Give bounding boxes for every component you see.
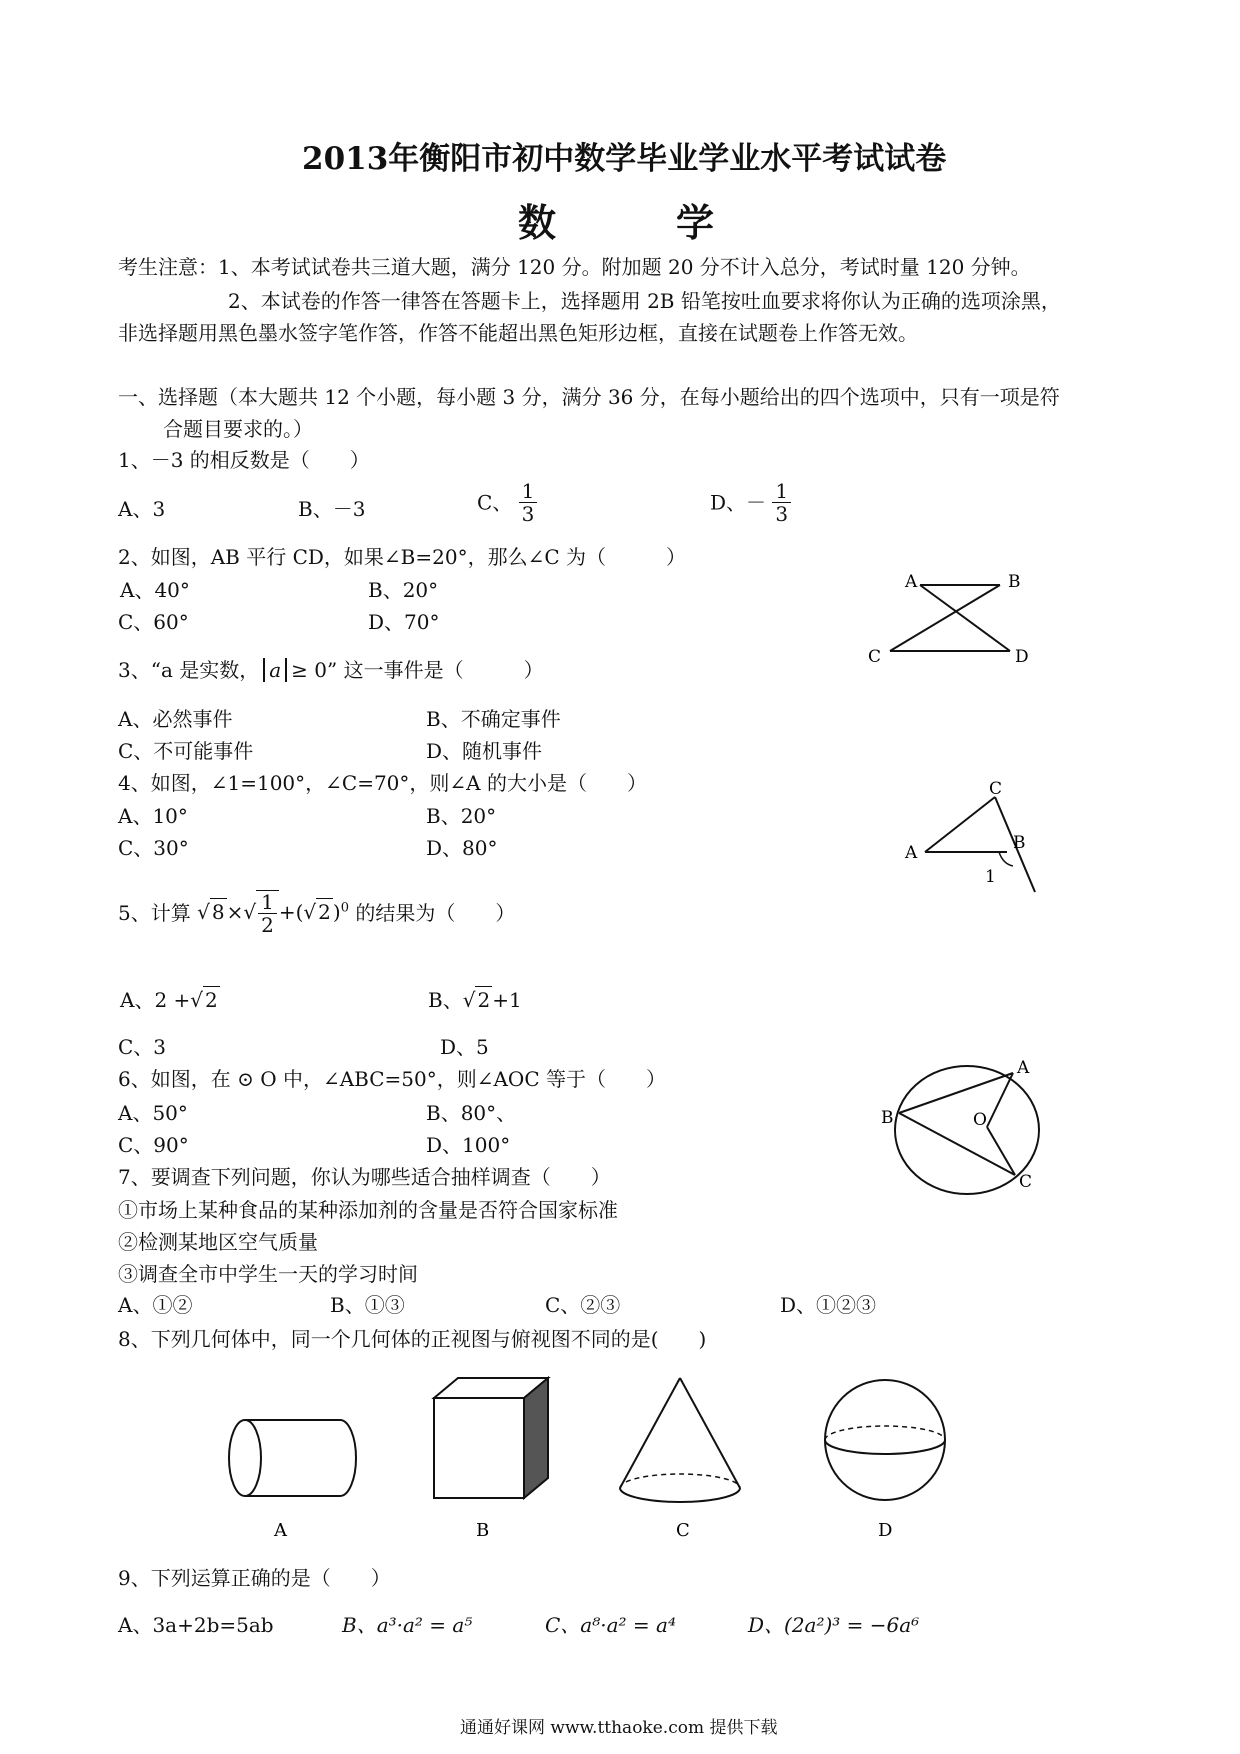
q8-label-b: B [476, 1520, 490, 1541]
q4-option-b: B、20° [426, 804, 497, 828]
q6-option-b: B、80°、 [426, 1101, 517, 1125]
fraction-denominator: 2 [258, 913, 277, 936]
q2-fig-label-c: C [868, 647, 882, 667]
q2-option-b: B、20° [368, 578, 439, 602]
q7-option-d: D、①②③ [780, 1293, 877, 1317]
q2-figure [860, 565, 1040, 670]
q2-fig-label-b: B [1008, 572, 1021, 592]
q4-fig-label-1: 1 [985, 867, 996, 887]
q6-fig-label-a: A [1017, 1058, 1030, 1078]
q4-figure [895, 780, 1045, 900]
sphere-shape [825, 1380, 945, 1500]
q5-option-a-radicand: 2 [205, 988, 218, 1012]
q9-option-c: C、a⁸·a² = a⁴ [545, 1613, 676, 1637]
q2-fig-label-d: D [1015, 647, 1029, 667]
q4-stem: 4、如图，∠1=100°，∠C=70°，则∠A 的大小是（ ） [118, 771, 647, 795]
q2-option-d: D、70° [368, 610, 440, 634]
subject-title: 数学 [518, 200, 835, 245]
cylinder-shape [229, 1420, 356, 1496]
q5-radicand-2: 2 [318, 900, 331, 924]
fraction-numerator: 1 [775, 479, 789, 503]
q6-option-a: A、50° [118, 1101, 188, 1125]
q5-radicand-8: 8 [211, 900, 225, 924]
q1-option-b: B、－3 [298, 497, 366, 521]
q8-stem: 8、下列几何体中，同一个几何体的正视图与俯视图不同的是( ) [118, 1327, 707, 1351]
q7-option-c: C、②③ [545, 1293, 621, 1317]
q3-stem [118, 657, 544, 683]
q6-option-d: D、100° [426, 1133, 511, 1157]
q8-label-d: D [878, 1520, 893, 1541]
q6-figure [875, 1055, 1045, 1200]
q9-option-d: D、(2a²)³ = −6a⁶ [748, 1613, 920, 1637]
q1-option-d-label: D、－ [710, 490, 767, 515]
q9-option-b: B、a³·a² = a⁵ [342, 1613, 473, 1637]
fraction-denominator: 3 [519, 502, 538, 525]
q1-fraction-d [772, 480, 791, 525]
q5-close: ) [332, 900, 341, 924]
q7-item-2: ②检测某地区空气质量 [118, 1230, 318, 1254]
fraction-numerator: 1 [261, 890, 274, 914]
q1-fraction-c [519, 480, 538, 525]
q7-item-1: ①市场上某种食品的某种添加剂的含量是否符合国家标准 [118, 1198, 618, 1222]
q3-option-c: C、不可能事件 [118, 739, 254, 763]
q3-option-b: B、不确定事件 [426, 707, 561, 731]
note-line-1: 考生注意：1、本考试试卷共三道大题，满分 120 分。附加题 20 分不计入总分，考试时量 120 分钟。 [118, 255, 1031, 279]
q7-item-3: ③调查全市中学生一天的学习时间 [118, 1262, 418, 1286]
q5-option-b-radicand: 2 [477, 988, 491, 1012]
note-line-2: 2、本试卷的作答一律答在答题卡上，选择题用 2B 铅笔按吐血要求将你认为正确的选项涂黑， [228, 289, 1061, 313]
q3-stem-post: ≥ 0” 这一事件是（ ） [291, 658, 544, 682]
q5-option-b: B、√ 2 +1 [428, 988, 522, 1012]
q2-option-c: C、60° [118, 610, 189, 634]
q3-abs-value [263, 658, 287, 682]
q6-fig-label-b: B [881, 1108, 894, 1128]
q5-option-b-label: B、 [428, 988, 463, 1012]
q4-fig-label-c: C [989, 780, 1003, 799]
fraction-denominator: 3 [772, 502, 791, 525]
q4-option-d: D、80° [426, 836, 498, 860]
q7-option-a: A、①② [118, 1293, 193, 1317]
q5-option-a: A、2 +√ 2 [120, 988, 218, 1012]
q7-option-b: B、①③ [330, 1293, 405, 1317]
q2-stem: 2、如图，AB 平行 CD，如果∠B=20°，那么∠C 为（ ） [118, 545, 686, 569]
q5-option-a-label: A、2 + [120, 988, 191, 1012]
q7-stem: 7、要调查下列问题，你认为哪些适合抽样调查（ ） [118, 1165, 611, 1189]
q5-radicand-half [256, 890, 279, 936]
fraction-numerator: 1 [521, 479, 535, 503]
q8-figures [200, 1370, 1060, 1550]
q1-option-d [710, 480, 791, 525]
footer-source: 通通好课网 www.tthaoke.com 提供下载 [460, 1718, 778, 1738]
q5-times: × [226, 900, 244, 924]
q5-option-b-post: +1 [492, 988, 522, 1012]
cube-shape [434, 1378, 548, 1498]
q4-fig-label-b: B [1013, 833, 1026, 853]
q3-option-d: D、随机事件 [426, 739, 543, 763]
q5-expression: √ 8 ×√ $\frac{1}{2}$ +(√ 2 )$^0$ [197, 890, 349, 937]
q9-stem: 9、下列运算正确的是（ ） [118, 1566, 391, 1590]
section-heading: 一、选择题（本大题共 12 个小题，每小题 3 分，满分 36 分，在每小题给出的四个选项中，只有一项是符 [118, 385, 1060, 409]
q6-fig-label-o: O [973, 1110, 987, 1130]
q5-option-c: C、3 [118, 1035, 167, 1059]
q1-stem: 1、－3 的相反数是（ ） [118, 448, 370, 472]
q4-option-a: A、10° [118, 804, 188, 828]
exam-title: 2013年衡阳市初中数学毕业学业水平考试试卷 [302, 141, 947, 177]
q5-power: 0 [340, 900, 349, 916]
q3-stem-pre: 3、“a 是实数， [118, 658, 260, 682]
q4-option-c: C、30° [118, 836, 189, 860]
q5-stem-pre: 5、计算 [118, 901, 191, 925]
q8-label-a: A [274, 1520, 287, 1541]
cone-shape [620, 1378, 740, 1502]
q1-option-a: A、3 [118, 497, 166, 521]
q5-plus: +( [278, 900, 304, 924]
q6-fig-label-c: C [1019, 1172, 1033, 1192]
q4-fig-label-a: A [905, 843, 918, 863]
q3-option-a: A、必然事件 [118, 707, 233, 731]
note-line-3: 非选择题用黑色墨水签字笔作答，作答不能超出黑色矩形边框，直接在试题卷上作答无效。 [118, 321, 918, 345]
q5-option-d: D、5 [440, 1035, 489, 1059]
q2-fig-label-a: A [905, 572, 918, 592]
section-heading-cont: 合题目要求的。） [163, 417, 313, 441]
q5-stem-post: 的结果为（ ） [355, 901, 516, 925]
q6-stem: 6、如图，在 ⊙ O 中，∠ABC=50°，则∠AOC 等于（ ） [118, 1067, 666, 1091]
q5-stem [118, 890, 515, 936]
q2-option-a: A、40° [120, 578, 190, 602]
q3-abs-variable: a [269, 658, 282, 682]
q8-label-c: C [676, 1520, 690, 1541]
q1-option-c-label: C、 [477, 490, 513, 515]
q1-option-c [477, 480, 537, 525]
q9-option-a: A、3a+2b=5ab [118, 1613, 274, 1637]
q6-option-c: C、90° [118, 1133, 189, 1157]
